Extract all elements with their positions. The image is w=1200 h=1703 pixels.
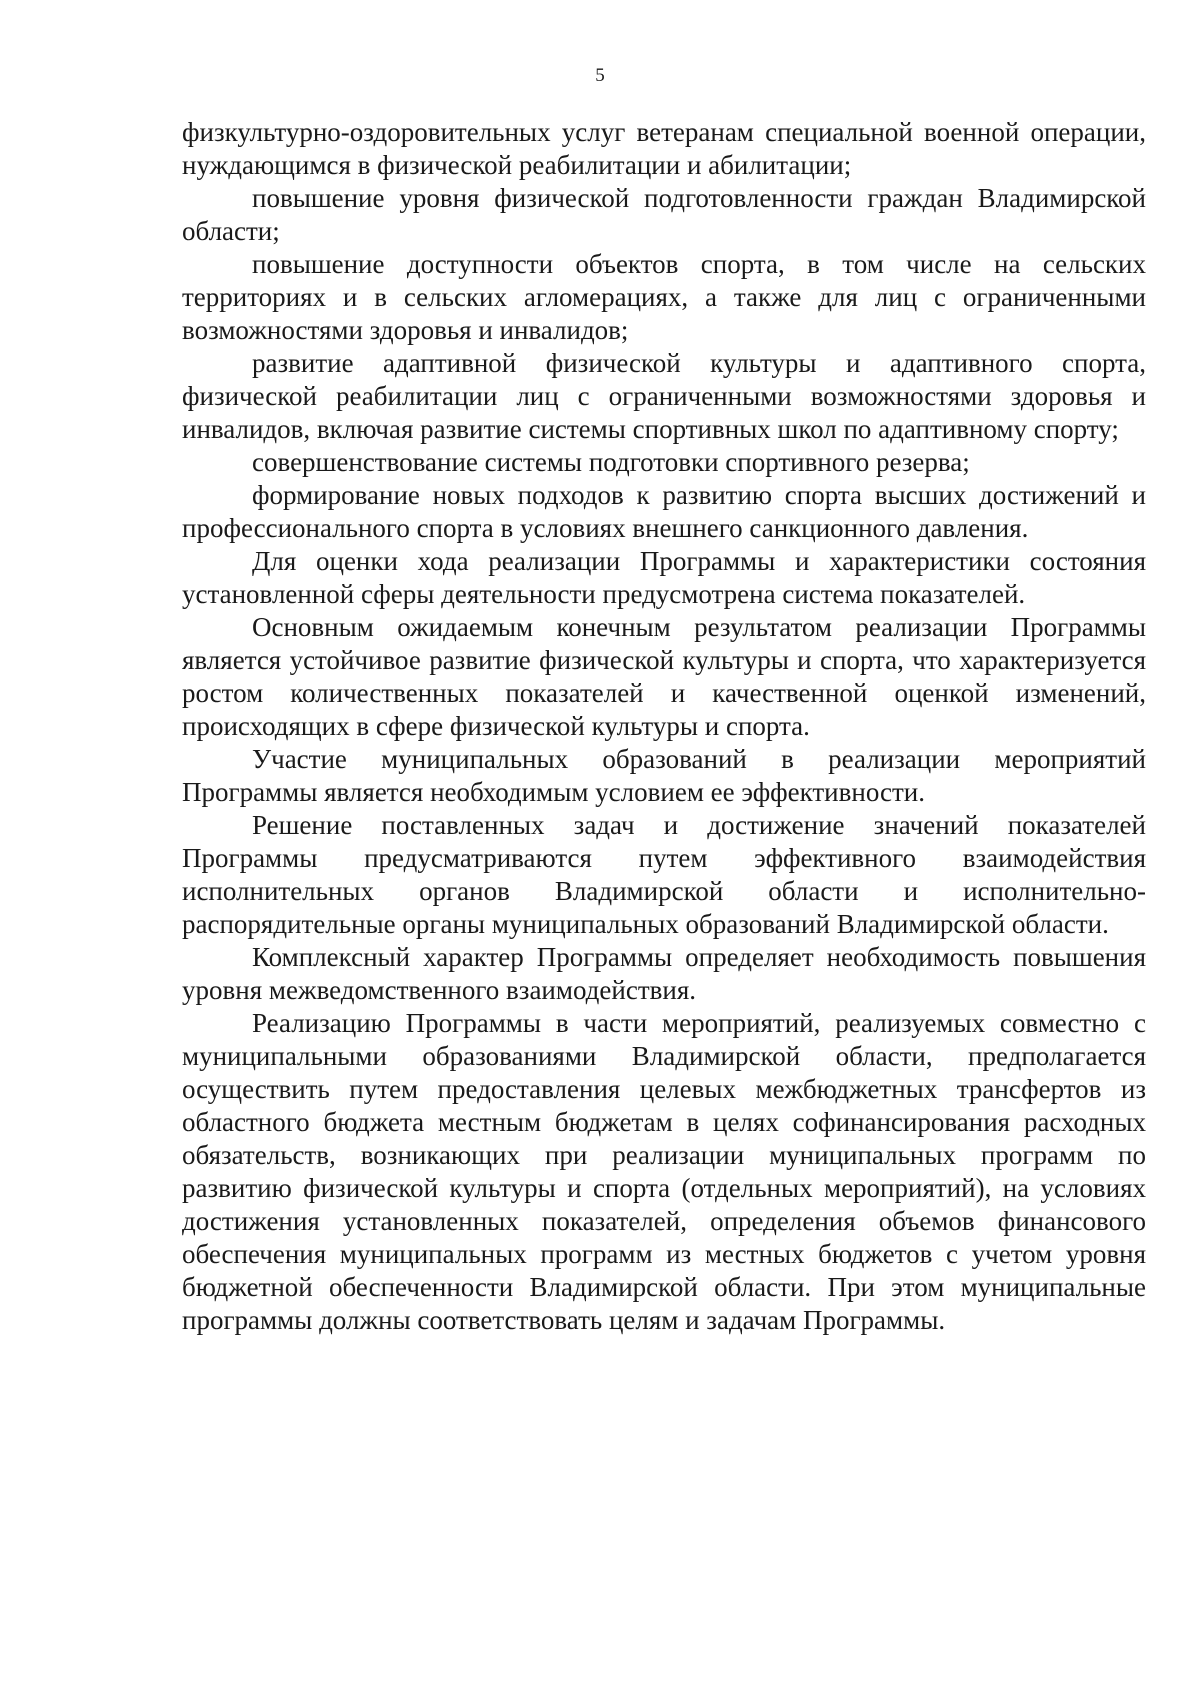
document-body bbox=[182, 116, 1146, 1337]
paragraph: развитие адаптивной физической культуры и адаптивного спорта, физической реабилитации лиц с ограниченными возможностями здоровья и инвалидов, включая развитие системы спортивных школ по адаптивному спорту; bbox=[182, 348, 1146, 444]
paragraph: повышение уровня физической подготовленности граждан Владимирской области; bbox=[182, 183, 1146, 246]
page-number: 5 bbox=[595, 65, 605, 86]
paragraph: Комплексный характер Программы определяет необходимость повышения уровня межведомственного взаимодействия. bbox=[182, 942, 1146, 1005]
paragraph: повышение доступности объектов спорта, в том числе на сельских территориях и в сельских агломерациях, а также для лиц с ограниченными возможностями здоровья и инвалидов; bbox=[182, 249, 1146, 345]
paragraph: Реализацию Программы в части мероприятий, реализуемых совместно с муниципальными образованиями Владимирской области, предполагается осуществить путем предоставления целевых межбюджетных трансфертов из областного бюджета местным бюджетам в целях софинансирования расходных обязательств, возникающих при реализации муниципальных программ по развитию физической культуры и спорта (отдельных мероприятий), на условиях достижения установленных показателей, определения объемов финансового обеспечения муниципальных программ из местных бюджетов с учетом уровня бюджетной обеспеченности Владимирской области. При этом муниципальные программы должны соответствовать целям и задачам Программы. bbox=[182, 1008, 1146, 1335]
paragraph: Участие муниципальных образований в реализации мероприятий Программы является необходимым условием ее эффективности. bbox=[182, 744, 1146, 807]
paragraph: Решение поставленных задач и достижение значений показателей Программы предусматриваются путем эффективного взаимодействия исполнительных органов Владимирской области и исполнительно-распорядительные органы муниципальных образований Владимирской области. bbox=[182, 810, 1146, 939]
paragraph: Для оценки хода реализации Программы и характеристики состояния установленной сферы деятельности предусмотрена система показателей. bbox=[182, 546, 1146, 609]
paragraph: Основным ожидаемым конечным результатом реализации Программы является устойчивое развитие физической культуры и спорта, что характеризуется ростом количественных показателей и качественной оценкой изменений, происходящих в сфере физической культуры и спорта. bbox=[182, 612, 1146, 741]
paragraph-continuation: физкультурно-оздоровительных услуг ветеранам специальной военной операции, нуждающимся в физической реабилитации и абилитации; bbox=[182, 117, 1146, 180]
paragraph: совершенствование системы подготовки спортивного резерва; bbox=[252, 447, 970, 477]
paragraph: формирование новых подходов к развитию спорта высших достижений и профессионального спорта в условиях внешнего санкционного давления. bbox=[182, 480, 1146, 543]
